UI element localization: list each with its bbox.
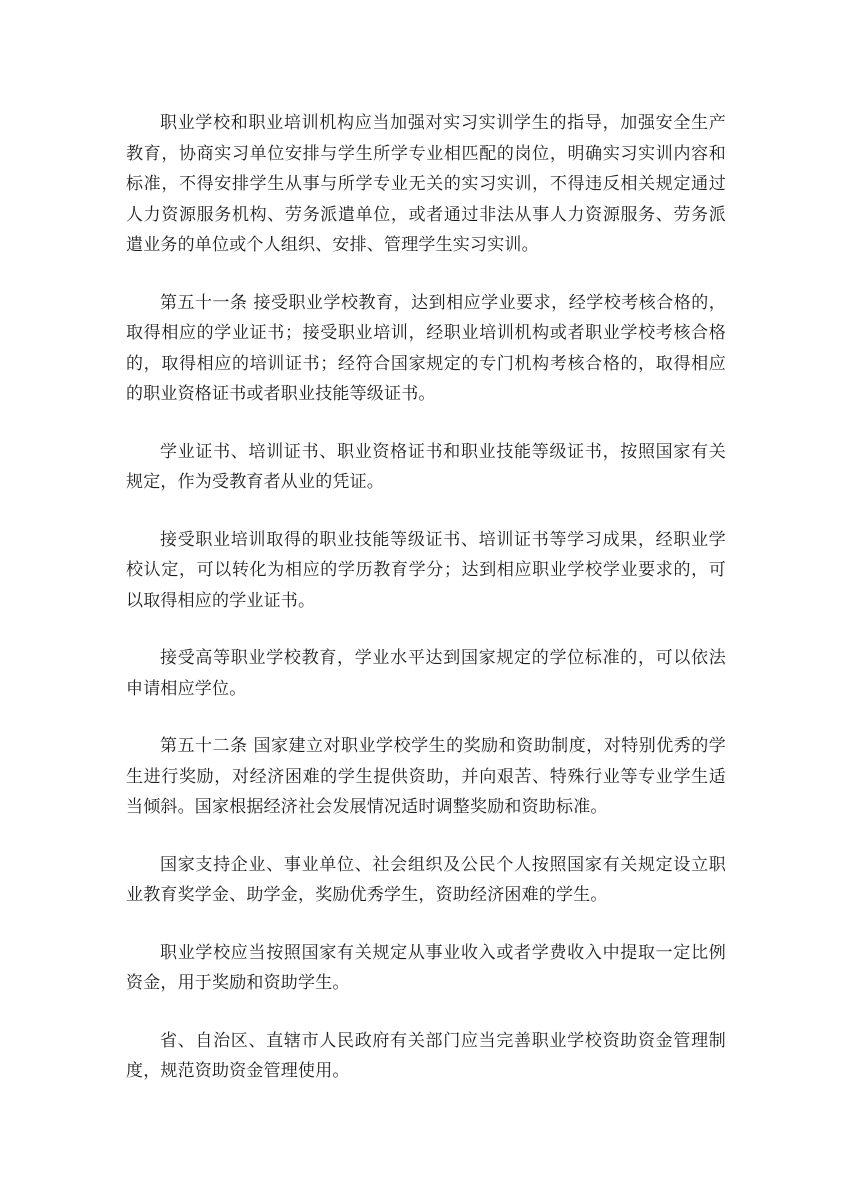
paragraph-internship-guidance: 职业学校和职业培训机构应当加强对实习实训学生的指导，加强安全生产教育，协商实习单位安排与学生所学专业相匹配的岗位，明确实习实训内容和标准，不得安排学生从事与所学专业无关的实习实训，不得违反相关规定通过人力资源服务机构、劳务派遣单位，或者通过非法从事人力资源服务、劳务派遣业务的单位或个人组织、安排、管理学生实习实训。 xyxy=(126,113,726,255)
paragraph-article-51: 第五十一条 接受职业学校教育，达到相应学业要求，经学校考核合格的，取得相应的学业证书；接受职业培训，经职业培训机构或者职业学校考核合格的，取得相应的培训证书；经符合国家规定的专门机构考核合格的，取得相应的职业资格证书或者职业技能等级证书。 xyxy=(126,292,726,404)
paragraph-scholarship-support: 国家支持企业、事业单位、社会组织及公民个人按照国家有关规定设立职业教育奖学金、助学金，奖励优秀学生，资助经济困难的学生。 xyxy=(126,854,726,905)
paragraph-article-52: 第五十二条 国家建立对职业学校学生的奖励和资助制度，对特别优秀的学生进行奖励，对经济困难的学生提供资助，并向艰苦、特殊行业等专业学生适当倾斜。国家根据经济社会发展情况适时调整奖励和资助标准。 xyxy=(126,736,726,817)
paragraph-fund-management: 省、自治区、直辖市人民政府有关部门应当完善职业学校资助资金管理制度，规范资助资金管理使用。 xyxy=(126,1030,726,1081)
paragraph-certificates-as-credentials: 学业证书、培训证书、职业资格证书和职业技能等级证书，按照国家有关规定，作为受教育者从业的凭证。 xyxy=(126,441,726,492)
paragraph-degree-application: 接受高等职业学校教育，学业水平达到国家规定的学位标准的，可以依法申请相应学位。 xyxy=(126,648,726,699)
paragraph-school-funding-ratio: 职业学校应当按照国家有关规定从事业收入或者学费收入中提取一定比例资金，用于奖励和资助学生。 xyxy=(126,942,726,993)
document-body xyxy=(126,108,726,1114)
paragraph-credit-conversion: 接受职业培训取得的职业技能等级证书、培训证书等学习成果，经职业学校认定，可以转化为相应的学历教育学分；达到相应职业学校学业要求的，可以取得相应的学业证书。 xyxy=(126,529,726,611)
